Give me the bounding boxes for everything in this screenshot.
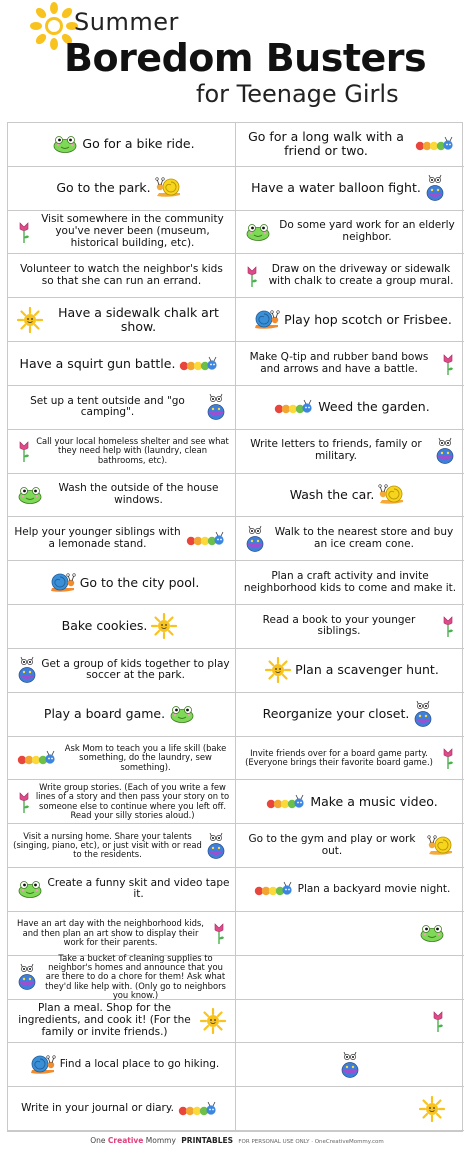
activity-text: Volunteer to watch the neighbor's kids so that she can run an errand. (20, 263, 223, 287)
activity-text: Write letters to friends, family or military. (250, 438, 422, 463)
activity-cell (8, 1043, 236, 1087)
activity-text: Visit a nursing home. Share your talents (singing, piano, etc), or just visit with or read to the residents. (13, 830, 202, 860)
flower-icon (441, 352, 455, 376)
flower-icon (212, 921, 226, 945)
bug-icon (206, 832, 226, 860)
footer-note: FOR PERSONAL USE ONLY · OneCreativeMommy.com (238, 1139, 384, 1145)
header (0, 0, 474, 118)
activity-cell (236, 1000, 464, 1044)
activity-cell (8, 605, 236, 649)
activity-text: Make a music video. (310, 793, 438, 809)
caterpillar-icon (415, 136, 455, 152)
caterpillar-icon (254, 881, 294, 897)
activity-text: Bake cookies. (61, 618, 148, 634)
activity-cell (8, 517, 236, 561)
footer-suffix: Mommy (145, 1136, 176, 1145)
activity-text: Find a local place to go hiking. (59, 1057, 220, 1070)
activity-cell (236, 298, 464, 342)
activity-cell (8, 1087, 236, 1131)
footer-brand: Creative (107, 1136, 144, 1145)
activity-cell (8, 342, 236, 386)
flower-icon (441, 614, 455, 638)
activity-text: Go to the park. (56, 180, 151, 196)
activity-cell (8, 868, 236, 912)
activity-cell (236, 649, 464, 693)
activity-cell (236, 561, 464, 605)
activity-text: Ask Mom to teach you a life skill (bake something, do the laundry, sew something). (64, 742, 227, 772)
caterpillar-icon (266, 794, 306, 810)
bug-icon (17, 656, 37, 684)
title-subtitle: for Teenage Girls (196, 80, 399, 108)
activity-cell (236, 605, 464, 649)
activity-text: Wash the car. (289, 487, 375, 502)
activity-text: Have a sidewalk chalk art show. (58, 304, 219, 334)
activity-text: Write in your journal or diary. (21, 1101, 174, 1114)
activity-text: Have a squirt gun battle. (19, 355, 176, 371)
activity-text: Walk to the nearest store and buy an ice cream cone. (274, 526, 454, 550)
activity-cell (8, 298, 236, 342)
activity-cell (236, 824, 464, 868)
caterpillar-icon (178, 1101, 218, 1117)
activity-text: Do some yard work for an elderly neighbor. (279, 219, 455, 244)
snail-blue-icon (48, 572, 76, 594)
frog-icon (419, 924, 445, 942)
snail-blue-icon (252, 309, 280, 331)
snail-yellow-icon (155, 177, 183, 199)
activity-text: Write group stories. (Each of you write a few lines of a story and then pass your story on to someone else to continue where you left off. Read your silly stories aloud.) (35, 781, 230, 821)
activity-cell (236, 1043, 464, 1087)
activity-cell (8, 430, 236, 474)
sun-icon (151, 613, 177, 639)
activity-text: Have an art day with the neighborhood kids, and then plan an art show to display their work for their parents. (17, 918, 204, 947)
activity-text: Go to the city pool. (79, 574, 200, 590)
activity-cell (236, 254, 464, 298)
activity-text: Go to the gym and play or work out. (248, 832, 416, 857)
footer (0, 1136, 474, 1154)
activity-text: Help your younger siblings with a lemonade stand. (14, 526, 181, 550)
activity-cell (8, 952, 236, 1001)
activity-text: Visit somewhere in the community you've never been (museum, historical building, etc). (41, 213, 224, 249)
activity-cell (236, 474, 464, 518)
activity-text: Play hop scotch or Frisbee. (284, 311, 452, 327)
activity-text: Reorganize your closet. (262, 706, 410, 722)
activity-text: Set up a tent outside and "go camping". (30, 394, 185, 419)
activity-cell (8, 254, 236, 298)
activity-cell (8, 1000, 236, 1044)
caterpillar-icon (274, 399, 314, 415)
sun-icon (200, 1008, 226, 1034)
flower-icon (17, 439, 31, 463)
activity-cell (8, 386, 236, 430)
activity-text: Invite friends over for a board game party. (Everyone brings their favorite board game.) (245, 747, 433, 767)
activity-cell (236, 517, 464, 561)
activity-cell (236, 430, 464, 474)
flower-icon (431, 1009, 445, 1033)
activity-text: Have a water balloon fight. (251, 180, 421, 196)
frog-icon (245, 223, 271, 241)
activity-text: Plan a scavenger hunt. (295, 662, 439, 678)
frog-icon (17, 880, 43, 898)
activity-text: Plan a meal. Shop for the ingredients, and cook it! (For the family or invite friends.) (18, 1002, 191, 1038)
activity-cell (236, 780, 464, 824)
activity-text: Read a book to your younger siblings. (262, 613, 416, 638)
activity-grid (7, 122, 463, 1132)
flower-icon (441, 746, 455, 770)
activity-text: Weed the garden. (318, 399, 430, 415)
activity-cell (236, 386, 464, 430)
activity-text: Create a funny skit and video tape it. (47, 876, 230, 901)
activity-text: Plan a craft activity and invite neighborhood kids to come and make it. (243, 569, 457, 594)
activity-text: Draw on the driveway or sidewalk with chalk to create a group mural. (268, 263, 454, 287)
activity-cell (8, 912, 236, 956)
activity-cell (236, 211, 464, 255)
activity-cell (8, 474, 236, 518)
flower-icon (245, 264, 259, 288)
sun-icon (419, 1096, 445, 1122)
activity-text: Take a bucket of cleaning supplies to neighbor's homes and announce that you are there to do a chore for them! Ask what they'd like help with. (Only go to neighbors you know.) (45, 952, 226, 1001)
activity-cell (8, 561, 236, 605)
bug-icon (340, 1051, 360, 1079)
activity-text: Get a group of kids together to play soccer at the park. (41, 657, 230, 682)
activity-cell (236, 123, 464, 167)
activity-cell (236, 956, 464, 1000)
activity-cell (236, 342, 464, 386)
snail-yellow-icon (427, 835, 455, 857)
activity-cell (8, 167, 236, 211)
activity-cell (8, 649, 236, 693)
activity-cell (8, 123, 236, 167)
sun-icon (17, 307, 43, 333)
bug-icon (435, 437, 455, 465)
bug-icon (425, 174, 445, 202)
activity-text: Wash the outside of the house windows. (58, 482, 219, 506)
title-summer: Summer (74, 8, 179, 36)
frog-icon (17, 486, 43, 504)
sun-icon (265, 657, 291, 683)
bug-icon (206, 393, 226, 421)
activity-cell (236, 167, 464, 211)
activity-text: Go for a long walk with a friend or two. (248, 129, 404, 159)
activity-cell (236, 1087, 464, 1131)
activity-cell (236, 868, 464, 912)
snail-yellow-icon (378, 484, 406, 506)
snail-blue-icon (28, 1054, 56, 1076)
activity-cell (236, 912, 464, 956)
activity-text: Plan a backyard movie night. (297, 882, 451, 895)
bug-icon (17, 963, 37, 991)
caterpillar-icon (179, 356, 219, 372)
activity-cell (8, 824, 236, 868)
page-title: Boredom Busters (64, 36, 427, 80)
footer-prefix: One (90, 1136, 106, 1145)
activity-cell (236, 693, 464, 737)
activity-text: Call your local homeless shelter and see what they need help with (laundry, clean bathrooms, etc). (36, 436, 229, 465)
caterpillar-icon (17, 750, 57, 766)
activity-cell (236, 737, 464, 781)
caterpillar-icon (186, 531, 226, 547)
bug-icon (413, 700, 433, 728)
activity-cell (8, 737, 236, 781)
flower-icon (17, 790, 31, 814)
activity-text: Play a board game. (43, 706, 166, 722)
activity-cell (8, 211, 236, 255)
footer-printables: PRINTABLES (181, 1136, 233, 1145)
frog-icon (52, 135, 78, 153)
bug-icon (245, 525, 265, 553)
activity-cell (8, 780, 236, 824)
flower-icon (17, 220, 31, 244)
activity-cell (8, 693, 236, 737)
activity-text: Make Q-tip and rubber band bows and arrows and have a battle. (249, 350, 429, 375)
frog-icon (169, 705, 195, 723)
activity-text: Go for a bike ride. (82, 136, 195, 152)
